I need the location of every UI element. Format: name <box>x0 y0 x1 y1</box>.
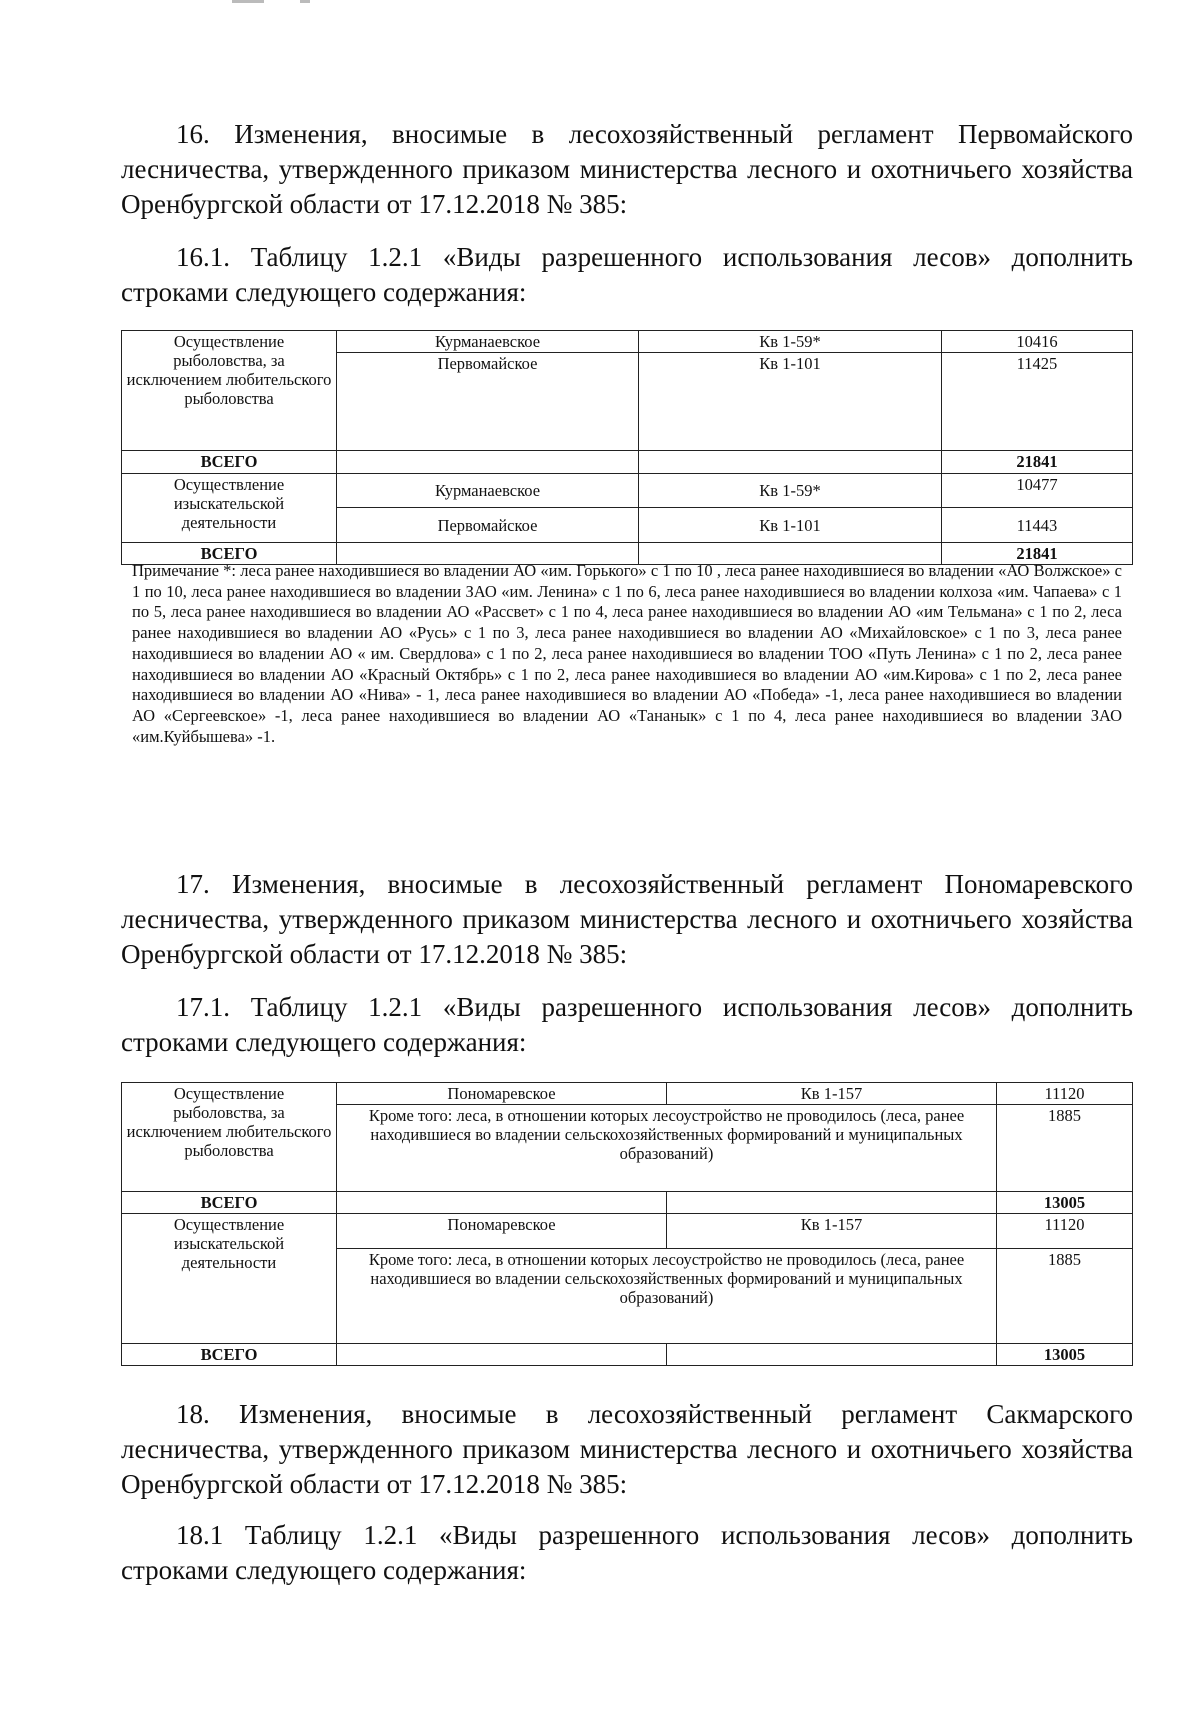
activity-cell: Осуществление рыболовства, за исключением любительского рыболовства <box>122 1083 337 1192</box>
table-row <box>122 474 1133 508</box>
activity-cell: Осуществление рыболовства, за исключением любительского рыболовства <box>122 331 337 451</box>
total-row <box>122 451 1133 474</box>
total-label: ВСЕГО <box>122 543 337 565</box>
value-cell: 11120 <box>997 1083 1133 1105</box>
total-label: ВСЕГО <box>122 1192 337 1214</box>
quarters-cell: Кв 1-157 <box>667 1083 997 1105</box>
value-cell: 10477 <box>942 474 1133 508</box>
empty-cell <box>337 1192 667 1214</box>
scan-artifact <box>232 0 264 3</box>
activity-cell: Осуществление изыскательской деятельности <box>122 474 337 543</box>
section-17-subheading: 17.1. Таблицу 1.2.1 «Виды разрешенного использования лесов» дополнить строками следующего содержания: <box>121 992 1133 1057</box>
empty-cell <box>337 451 639 474</box>
area-cell: Курманаевское <box>337 474 639 508</box>
table-row <box>122 331 1133 353</box>
table-row <box>122 1083 1133 1105</box>
quarters-cell: Кв 1-101 <box>639 508 942 543</box>
section-18-heading: 18. Изменения, вносимые в лесохозяйственный регламент Сакмарского лесничества, утвержденного приказом министерства лесного и охотничьего хозяйства Оренбургской области от 17.12.2018 № 385: <box>121 1399 1133 1499</box>
total-row <box>122 1344 1133 1366</box>
quarters-cell: Кв 1-59* <box>639 474 942 508</box>
empty-cell <box>639 451 942 474</box>
empty-cell <box>667 1344 997 1366</box>
value-cell: 1885 <box>997 1105 1133 1192</box>
table-row <box>122 1214 1133 1249</box>
total-value: 21841 <box>942 451 1133 474</box>
area-cell: Первомайское <box>337 353 639 451</box>
total-value: 21841 <box>942 543 1133 565</box>
empty-cell <box>337 1344 667 1366</box>
section-16-heading: 16. Изменения, вносимые в лесохозяйственный регламент Первомайского лесничества, утвержденного приказом министерства лесного и охотничьего хозяйства Оренбургской области от 17.12.2018 № 385: <box>121 119 1133 219</box>
note-text-cell: Кроме того: леса, в отношении которых лесоустройство не проводилось (леса, ранее находившиеся во владении сельскохозяйственных формирований и муниципальных образований) <box>337 1105 997 1192</box>
area-cell: Курманаевское <box>337 331 639 353</box>
total-value: 13005 <box>997 1192 1133 1214</box>
activity-cell: Осуществление изыскательской деятельности <box>122 1214 337 1344</box>
section-16-table <box>121 330 1133 565</box>
quarters-cell: Кв 1-59* <box>639 331 942 353</box>
value-cell: 1885 <box>997 1249 1133 1344</box>
value-cell: 11120 <box>997 1214 1133 1249</box>
total-label: ВСЕГО <box>122 1344 337 1366</box>
area-cell: Пономаревское <box>337 1214 667 1249</box>
empty-cell <box>667 1192 997 1214</box>
section-16-subheading: 16.1. Таблицу 1.2.1 «Виды разрешенного использования лесов» дополнить строками следующего содержания: <box>121 242 1133 307</box>
section-18-subheading: 18.1 Таблицу 1.2.1 «Виды разрешенного использования лесов» дополнить строками следующего содержания: <box>121 1520 1133 1585</box>
section-17-table <box>121 1082 1133 1366</box>
total-value: 13005 <box>997 1344 1133 1366</box>
note-text-cell: Кроме того: леса, в отношении которых лесоустройство не проводилось (леса, ранее находившиеся во владении сельскохозяйственных формирований и муниципальных образований) <box>337 1249 997 1344</box>
total-row <box>122 1192 1133 1214</box>
area-cell: Пономаревское <box>337 1083 667 1105</box>
value-cell: 11443 <box>942 508 1133 543</box>
table-note: Примечание *: леса ранее находившиеся во владении АО «им. Горького» с 1 по 10 , леса ранее находившиеся во владении «АО Волжское» с 1 по 10, леса ранее находившиеся во владении ЗАО «им. Ленина» с 1 по 6, леса ранее находившиеся во владении колхоза «им. Чапаева» с 1 по 5, леса ранее находившиеся во владении АО «Рассвет» с 1 по 4, леса ранее находившиеся во владении АО «им Тельмана» с 1 по 2, леса ранее находившиеся во владении АО «Русь» с 1 по 3, леса ранее находившиеся во владении АО «Михайловское» с 1 по 3, леса ранее находившиеся во владении АО « им. Свердлова» с 1 по 2, леса ранее находившиеся во владении ТОО «Путь Ленина» с 1 по 2, леса ранее находившиеся во владении АО «Красный Октябрь» с 1 по 2, леса ранее находившиеся во владении АО «им.Кирова» с 1 по 2, леса ранее находившиеся во владении АО «Нива» - 1, леса ранее находившиеся во владении АО «Победа» -1, леса ранее находившиеся во владении АО «Сергеевское» -1, леса ранее находившиеся во владении АО «Тананык» с 1 по 4, леса ранее находившиеся во владении ЗАО «им.Куйбышева» -1. <box>132 561 1122 746</box>
area-cell: Первомайское <box>337 508 639 543</box>
scan-artifact <box>300 0 310 3</box>
quarters-cell: Кв 1-157 <box>667 1214 997 1249</box>
value-cell: 10416 <box>942 331 1133 353</box>
section-17-heading: 17. Изменения, вносимые в лесохозяйственный регламент Пономаревского лесничества, утвержденного приказом министерства лесного и охотничьего хозяйства Оренбургской области от 17.12.2018 № 385: <box>121 869 1133 969</box>
total-label: ВСЕГО <box>122 451 337 474</box>
value-cell: 11425 <box>942 353 1133 451</box>
quarters-cell: Кв 1-101 <box>639 353 942 451</box>
